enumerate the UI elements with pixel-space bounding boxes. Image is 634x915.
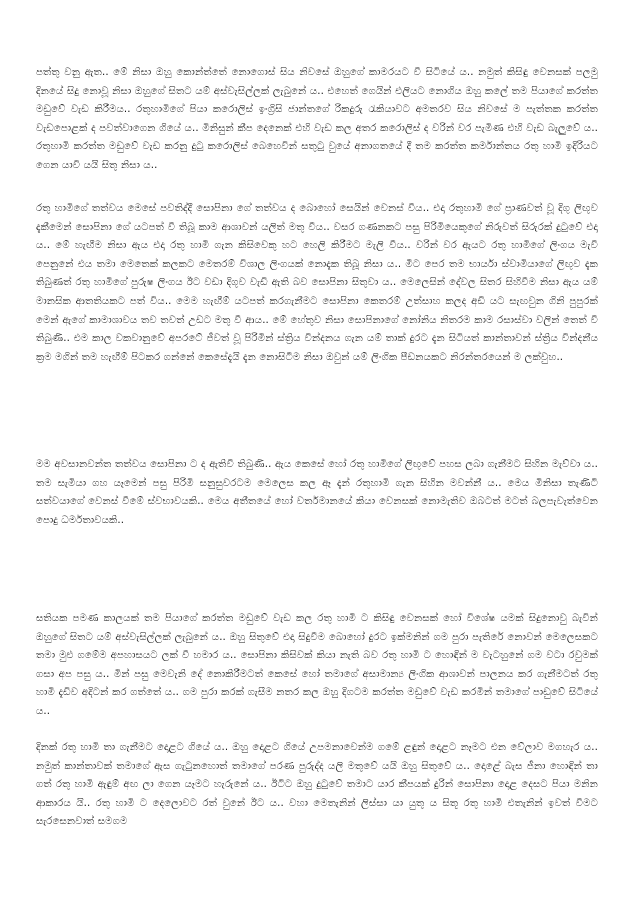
paragraph-3: මම අවසානවන්ත තත්වය සොපිනා ට ද ඇතිවී තිබුණි.. ඇය කෙසේ හෝ රතු හාමිගේ ලිඟුවේ පහස ලබා ගැනීමට සිහින මැව්වා ය.. තම සැමියා ගහ යෑමෙන් පසු පිරිමි සනුසුවරටම මෙලෙස කල ඈ දැන් රතුහාමි ගැන සිහින මවන්නී ය.. මෙය මිනිසා තැණිටි සත්වයාගේ වෙනස් වීමේ ස්වභාවයකි.. මෙය අතීතයේ හෝ වර්තමානයේ කියා වෙනසක් නොමැතිව ඔබටත් මටත් බලපැවැත්වෙන පොදු ධර්මතාවයකි..: [36, 459, 598, 526]
paragraph-5: දිනක් රතු හාමි තා ගැනීමට දොළට ගියේ ය.. ඔහු දොළට ගියේ උපමනාවෙන්ම ගමේ ළඳුන් දොළට නෑමට එන වේලාව මගහැර ය.. නමුත් කාන්තාවක් තමාගේ ඇස ගැටුනහොත් තමාගේ පරණ පුරුද්ද යලි මතුවේ යයි ඔහු සිතුවේ ය.. දොළේ බැස ජීනා හොඳින් තා ගත් රතු හාමි ඇඳුම් අඟ ලා ගෙන යෑමට හැරුනේ ය.. ඊටිට ඔහු දුටුවේ තමාට යාර කීපයක් දුරින් සොපිනා දොළ දෙසට පියා මනින ආකාරය යි.. රතු හාමි ට දෙලොවට රත් වුනේ ඊට ය.. වහා මෙතැනින් ලිස්සා යා යුතු ය සිතූ රතු හාමි එතැනින් ඉවත් වීමට සැරසෙනවාත් සමගම: [36, 742, 598, 828]
paragraph-4: සතියක පමණ කාලයක් තම පියාගේ කරත්ත මඩුවේ වැඩ කල රතු හාමි ට කිසිඳු වෙනසක් හෝ විශේෂ යමක් සිදුනොවු බැවින් ඔහුගේ සිතට යම් අස්වැසිල්ලක් ලැබුනේ ය.. ඔහු සිතුවේ එදා සිදුවීම බොහෝ දුරට ඉක්මනින් ගම පුරා පැතිරේ නොවන් මෙලෙසකට තමා මුළු ගමේම අපහාසයට ලක් වී හමාර ය.. සොපිනා කිසිවක් කියා නැති බව රතු හාමි ට හොඳින් ම වැටහුනේ ගම වටා රවුමක් ගසා අප පසු ය.. මින් පසු මෙවැනි දේ නොකිරීමටත් කෙසේ හෝ තමාගේ අසාමාන්‍ය ලිංගික ආශාවන් පාලනය කර ගැනීමටත් රතු හාමි දැඩිව අදිටන් කර ගත්තේ ය.. ගම පුරා කරක් ගැසීම නතර කල ඔහු දිගටම කරත්ත මඩුවේ වැඩ කරමින් තමාගේ පාඩුවේ සිටියේ ය..: [36, 613, 598, 717]
paragraph-2: රතු හාමිගේ තත්වය මෙසේ පවතිද්දී සොපිනා ගේ තත්වය ද බොහෝ සෙයින් වෙනස් වීය.. එදා රතුහාමි ගේ ප්‍රාණවත් වූ දිගු ලිඟුව දැකීමෙන් සොපිනා ගේ යටපත් වී තිබූ කාම ආශාවන් යලිත් මතු වීය.. වසර ගණනකට පසු පිරිමියෙකුගේ නිරුවත් සිරුරක් දුටුවේ එදා ය.. මේ හැඟීම නිසා ඇය එදා රතු හාමි ගැන කිසිවෙකු හට හෙලි කිරීමට මැලි වීය.. වරින් වර ඇයට රතු හාමිගේ ලිංගය මැවී පෙනුනේ එය තමා මෙතෙක් කලකට මෙතරම් විශාල ලිංගයක් නොදැක තිබූ නිසා ය.. මීට පෙර තම භාර්යා ස්වාමියාගේ ලිඟුව දැක තිබුණත් රතු හාමිගේ පුරුෂ ලිංගය ඊට වඩා දිගුව වැඩි ඇති බව සොපිනා සිතුවා ය.. මෙලෙසින් දේවල සිතර සිහිවීම නිසා ඇය යම් මානසික ආතතියකට පත් විය.. මෙම හැඟීම් යටපත් කරගැනීමට සොපිනා කෙතරම් උත්සාහ කලද අඩි යට සැඟවුන ගිනි පුපුරක් මෙන් ඇගේ කාමාශාවය තව තවත් උඩට මතු වී ආය.. මේ හේතුව නිසා සොපිනාගේ නෝනිය නිතරම කාම රසාස්වා වලින් තෙත් වී තිබුණි.. එම කාල වකවානුවේ අපරටේ ජීවත් වූ පිරිමින් ස්ත්‍රිය වින්දනය ගැන යම් තාක් දුරට දැන සිටියත් කාන්තාවන් ස්ත්‍රිය වින්දනීය ක්‍රම මගින් තම හැඟීම් පිටකර ගන්නේ කෙසේදැයි දැන නොසිටීම නිසා ඔවුන් යම් ලිංගික පීඩනයකට නිරන්තරයෙන් ම ලක්වුහ..: [36, 203, 598, 363]
paragraph-1: පත්තු වනු ඇත.. මේ නිසා ඔහු කොන්ත්තේ නොගොස් සිය නිවසේ ඔහුගේ කාමරයට වී සිටියේ ය.. නමුත් කිසිඳු වෙනසක් පලමු දිනයේ සිදු නොවූ නිසා ඔහුගේ සිතට යම් අස්වැසිල්ලක් ලැබුනේ ය.. එහෙත් ගෙයින් එලියට නොගිය ඔහු කලේ තම පියාගේ කරත්ත මඩුවේ වැඩ කිරීමය.. රතුහාමිගේ පියා කරොලිස් ඉංග්‍රිසි ජාන්තගේ රිකදුරු රැකියාවට අමතරව සිය නිවසේ ම පැත්තක කරත්ත වැඩපොළක් ද පවත්වාගෙන ගියේ ය.. මිනිසුන් කීප දෙනෙක් එහි වැඩ කල අතර කරොලිස් ද වරින් වර පැමිණ එහි වැඩ බැලුවේ ය.. රතුහාමි කරත්ත මඩුවේ වැඩ කරනු දුටු කරොලිස් බෙහෙවින් සතුටු වුයේ අනාගතයේ දී තම කරත්ත කර්මාන්තය රතු හාමි ඉදිරියට ගෙන යාවි යයි සිතු නිසා ය..: [36, 67, 598, 171]
